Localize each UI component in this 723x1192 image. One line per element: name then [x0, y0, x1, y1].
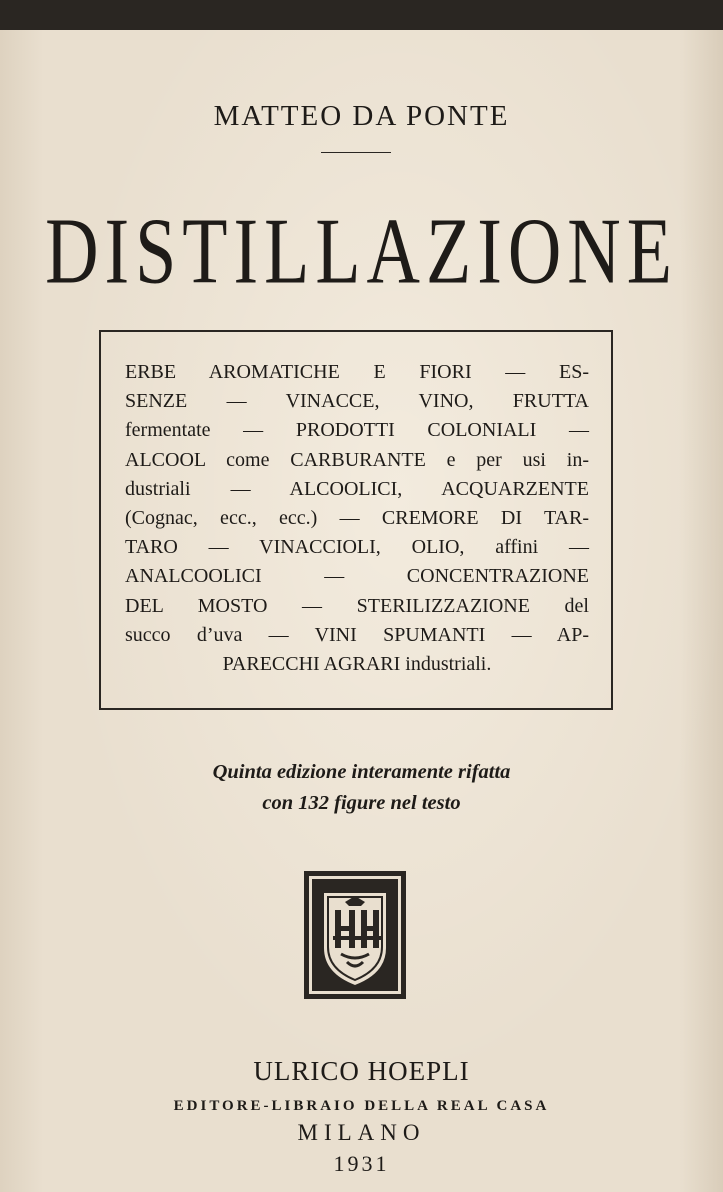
contents-line: fermentate — PRODOTTI COLONIALI — [125, 419, 589, 442]
contents-line: PARECCHI AGRARI industriali. [222, 653, 492, 676]
divider-rule [321, 152, 391, 153]
contents-line: ANALCOOLICI — CONCENTRAZIONE [125, 565, 589, 588]
title-page [0, 30, 723, 1192]
contents-line: succo d’uva — VINI SPUMANTI — AP- [125, 623, 589, 646]
contents-line: TARO — VINACCIOLI, OLIO, affini — [125, 536, 589, 559]
publication-year: 1931 [333, 1151, 390, 1176]
contents-line: SENZE — VINACCE, VINO, FRUTTA [125, 390, 589, 413]
edition-line-2: con 132 figure nel testo [262, 792, 461, 814]
book-title: DISTILLAZIONE [45, 199, 678, 305]
publication-city: MILANO [297, 1120, 426, 1145]
contents-line: ERBE AROMATICHE E FIORI — ES- [125, 361, 589, 383]
contents-box [99, 330, 613, 710]
contents-text [125, 358, 589, 679]
publisher-emblem-icon [303, 870, 407, 1000]
publisher-name: ULRICO HOEPLI [253, 1056, 470, 1086]
publisher-subtitle: EDITORE-LIBRAIO DELLA REAL CASA [173, 1098, 550, 1114]
contents-line: DEL MOSTO — STERILIZZAZIONE del [125, 594, 589, 617]
contents-line: dustriali — ALCOOLICI, ACQUARZENTE [125, 477, 589, 500]
author-name: MATTEO DA PONTE [213, 100, 510, 132]
edition-line-1: Quinta edizione interamente rifatta [212, 761, 511, 783]
contents-line: (Cognac, ecc., ecc.) — CREMORE DI TAR- [125, 507, 589, 530]
contents-line: ALCOOL come CARBURANTE e per usi in- [125, 448, 589, 471]
edition-note [0, 757, 723, 819]
